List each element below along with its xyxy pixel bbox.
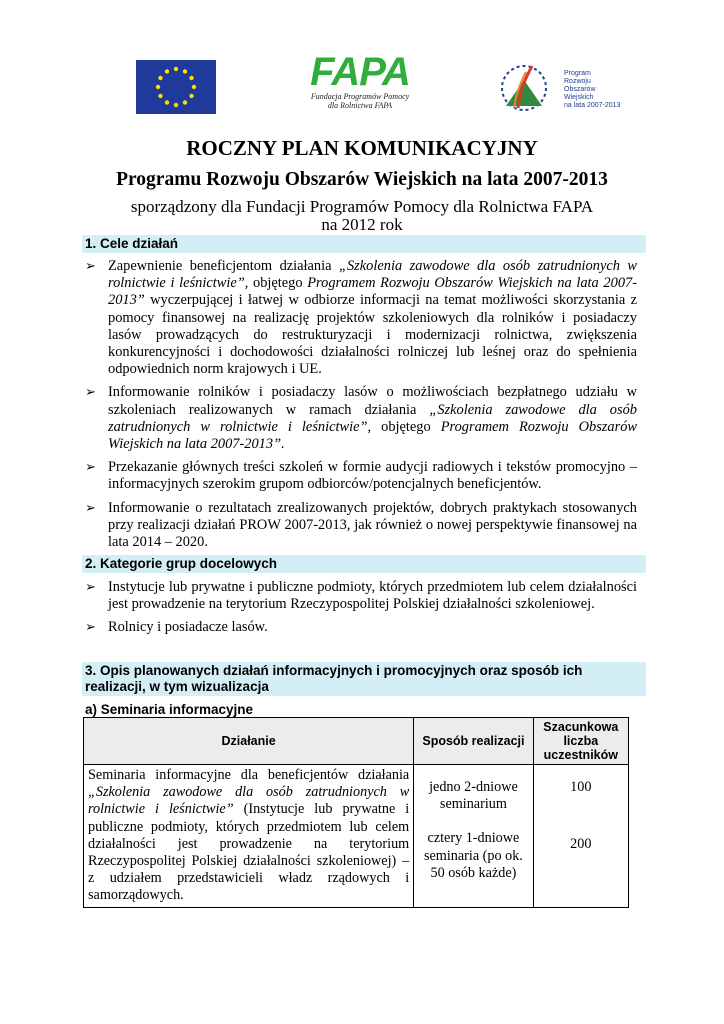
section-heading-activities: 3. Opis planowanych działań informacyjnych i promocyjnych oraz sposób ich realizacji, w tym wizualizacja	[82, 662, 646, 696]
prow-line5: na lata 2007-2013	[564, 102, 621, 109]
method-2: cztery 1-dniowe seminaria (po ok. 50 osób każde)	[423, 830, 523, 881]
prepared-for-line: sporządzony dla Fundacji Programów Pomocy dla Rolnictwa FAPA	[130, 197, 594, 216]
fapa-caption-line2: dla Rolnictwa FAPA	[327, 101, 393, 110]
arrow-bullet-icon: ➢	[85, 580, 96, 595]
seminars-table	[83, 717, 629, 908]
goals-list	[85, 258, 637, 551]
arrow-bullet-icon: ➢	[85, 620, 96, 636]
prow-text	[564, 70, 620, 110]
arrow-bullet-icon: ➢	[85, 385, 96, 401]
header-method: Sposób realizacji	[414, 718, 533, 765]
section-heading-goals: 1. Cele działań	[82, 235, 646, 253]
list-item: ➢ Zapewnienie beneficjentom działania „Szkolenia zawodowe dla osób zatrudnionych w rolnictwie i leśnictwie”, objętego Programem Rozwoju Obszarów Wiejskich na lata 2007-2013” wyczerpującej i łatwej w odbiorze informacji na temat możliwości skorzystania z pomocy finansowej na realizację projektów szkoleniowych dla rolników i posiadaczy lasów prowadzących do restrukturyzacji i modernizacji rolnictwa, zwiększenia konkurencyjności i dochodowości działalności rolniczej lub leśnej oraz do spełnienia odpowiednich norm krajowych i UE.	[85, 258, 638, 378]
program-title: Programu Rozwoju Obszarów Wiejskich na lata 2007-2013	[116, 169, 608, 190]
subheading-seminars: a) Seminaria informacyjne	[85, 702, 254, 717]
list-item: ➢ Rolnicy i posiadacze lasów.	[85, 619, 268, 636]
cell-method	[414, 765, 533, 908]
logo-strip	[0, 0, 724, 125]
list-item: ➢ Instytucje lub prywatne i publiczne podmioty, których przedmiotem lub celem działalności jest prowadzenie na terytorium Rzeczypospolitej Polskiej działalności szkoleniowej.	[85, 579, 637, 613]
table-header-row	[84, 718, 629, 765]
list-item: ➢ Informowanie rolników i posiadaczy lasów o możliwościach bezpłatnego udziału w szkoleniach realizowanych w ramach działania „Szkolenia zawodowe dla osób zatrudnionych w rolnictwie i leśnictwie”, objętego Programem Rozwoju Obszarów Wiejskich na lata 2007-2013”.	[85, 384, 637, 453]
section-heading-target-groups: 2. Kategorie grup docelowych	[82, 555, 646, 573]
document-title: ROCZNY PLAN KOMUNIKACYJNY	[186, 136, 538, 160]
prow-logo	[492, 58, 622, 116]
arrow-bullet-icon: ➢	[85, 460, 96, 476]
prow-line3: Obszarów	[564, 86, 596, 93]
header-participants: Szacunkowa liczba uczestników	[533, 718, 628, 765]
prow-line4: Wiejskich	[564, 94, 594, 101]
prow-emblem-icon	[492, 58, 562, 116]
year-line: na 2012 rok	[321, 215, 403, 234]
fapa-wordmark: FAPA	[310, 50, 410, 94]
arrow-bullet-icon: ➢	[85, 259, 96, 274]
prow-line1: Program	[564, 70, 591, 77]
eu-flag-icon	[136, 60, 216, 114]
table-row	[84, 765, 629, 908]
list-item: ➢ Informowanie o rezultatach zrealizowanych projektów, dobrych praktykach stosowanych przy realizacji działań PROW 2007-2013, jak również o nowej perspektywie finansowej na lata 2014 – 2020.	[85, 499, 637, 551]
participants-1: 100	[570, 779, 592, 795]
prow-line2: Rozwoju	[564, 78, 591, 85]
fapa-logo	[300, 52, 420, 122]
document-subtitle	[0, 198, 724, 234]
cell-action: Seminaria informacyjne dla beneficjentów działania „Szkolenia zawodowe dla osób zatrudnionych w rolnictwie i leśnictwie” (Instytucje lub prywatne i publiczne podmioty, których przedmiotem lub celem działalności jest prowadzenie na terytorium Rzeczypospolitej Polskiej działalności szkoleniowej) – z udziałem przedstawicieli władz rządowych i samorządowych.	[84, 765, 414, 908]
arrow-bullet-icon: ➢	[85, 500, 96, 516]
header-action: Działanie	[84, 718, 414, 765]
method-1: jedno 2-dniowe seminarium	[429, 779, 518, 813]
participants-2: 200	[570, 836, 592, 853]
target-groups-list	[85, 579, 637, 637]
fapa-caption-line1: Fundacja Programów Pomocy	[310, 92, 410, 101]
list-item: ➢ Przekazanie głównych treści szkoleń w formie audycji radiowych i tekstów promocyjno – informacyjnych szerokim grupom odbiorców/potencjalnych beneficjentów.	[85, 459, 637, 493]
cell-participants	[533, 765, 628, 908]
